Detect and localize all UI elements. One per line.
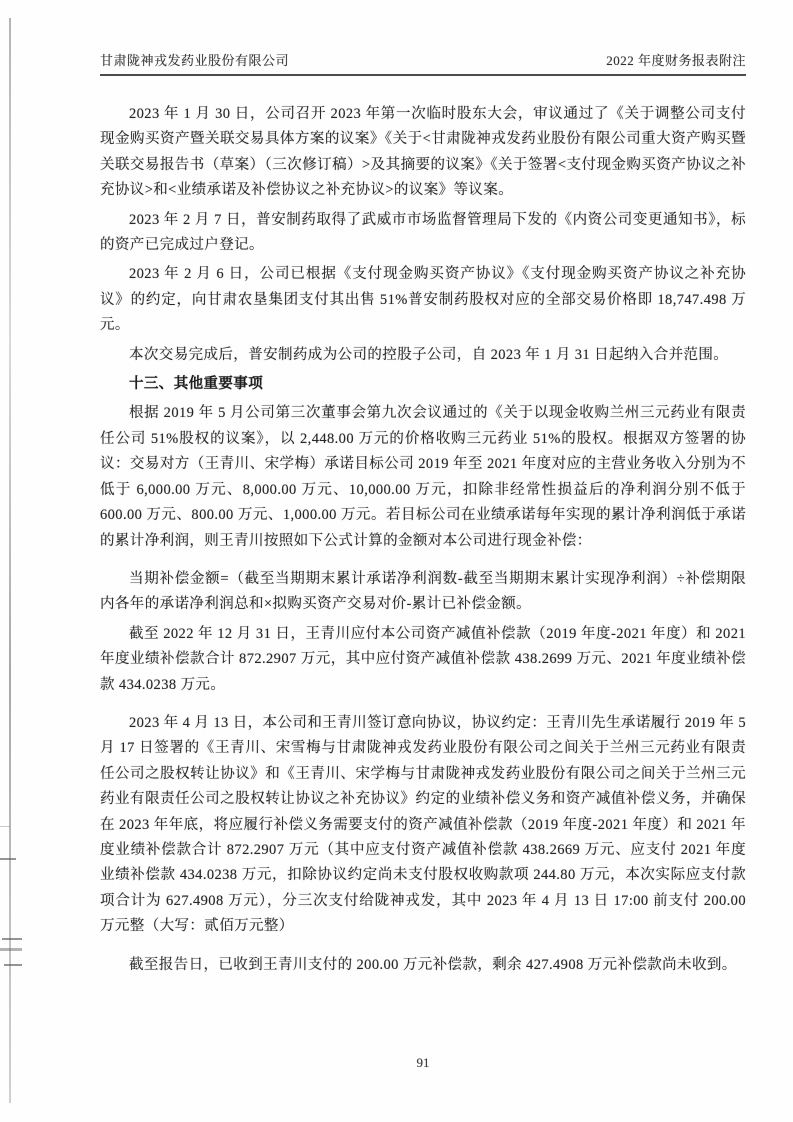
paragraph-compensation-formula: 当期补偿金额=（截至当期期末累计承诺净利润数-截至当期期末累计实现净利润）÷补偿期限内各年的承诺净利润总和×拟购买资产交易对价-累计已补偿金额。: [100, 570, 746, 613]
page-footer: [100, 1055, 746, 1071]
company-name: 甘肃陇神戎发药业股份有限公司: [100, 53, 290, 68]
scan-speck: [0, 948, 22, 951]
paragraph-intent-agreement: 2023 年 4 月 13 日，本公司和王青川签订意向协议，协议约定：王青川先生承诺履行 2019 年 5 月 17 日签署的《王青川、宋雪梅与甘肃陇神戎发药业股份有限公司之间关于兰州三元药业有限责任公司之股权转让协议》和《王青川、宋学梅与甘肃陇神戎发药业股份有限公司之间关于兰州三元药业有限责任公司之股权转让协议之补充协议》约定的业绩补偿义务和资产减值补偿义务，并确保在 2023 年年底，将应履行补偿义务需要支付的资产减值补偿款（2019 年度-2021 年度）和 2021 年度业绩补偿款合计 872.2907 万元（其中应支付资产减值补偿款 438.2669 万元、应支付 2021 年度业绩补偿款 434.0238 万元，扣除协议约定尚未支付股权收购款项 244.80 万元，本次实际应支付款项合计为 627.4908 万元），分三次支付给陇神戎发，其中 2023 年 4 月 13 日 17:00 前支付 200.00 万元整（大写：贰佰万元整）: [100, 714, 746, 935]
paragraph-consolidation: 本次交易完成后，普安制药成为公司的控股子公司，自 2023 年 1 月 31 日起纳入合并范围。: [129, 346, 729, 363]
scan-speck: [0, 858, 16, 860]
page-header: [100, 50, 746, 76]
scan-edge-artifact: [9, 18, 11, 1103]
paragraph-received-compensation: 截至报告日，已收到王青川支付的 200.00 万元补偿款，剩余 427.4908 万元补偿款尚未收到。: [129, 956, 737, 973]
document-body: [100, 102, 746, 982]
section-heading-other-important-matters: 十三、其他重要事项: [129, 376, 264, 393]
report-title: 2022 年度财务报表附注: [606, 53, 746, 68]
paragraph-shareholder-meeting: 2023 年 1 月 30 日，公司召开 2023 年第一次临时股东大会，审议通过了《关于调整公司支付现金购买资产暨关联交易具体方案的议案》《关于<甘肃陇神戎发药业股份有限公司重大资产购买暨关联交易报告书（草案）（三次修订稿）>及其摘要的议案》《关于签署<支付现金购买资产协议之补充协议>和<业绩承诺及补偿协议之补充协议>的议案》等议案。: [100, 106, 746, 199]
page-number: 91: [416, 1055, 430, 1070]
scan-speck: [4, 964, 22, 966]
scan-speck: [0, 826, 10, 827]
paragraph-registration-change: 2023 年 2 月 7 日，普安制药取得了武威市市场监督管理局下发的《内资公司变更通知书》，标的资产已完成过户登记。: [100, 211, 746, 254]
scan-speck: [2, 938, 22, 940]
paragraph-acquisition-commitment: 根据 2019 年 5 月公司第三次董事会第九次会议通过的《关于以现金收购兰州三元药业有限责任公司 51%股权的议案》，以 2,448.00 万元的价格收购三元药业 51%的股权。根据双方签署的协议：交易对方（王青川、宋学梅）承诺目标公司 2019 年至 2021 年度对应的主营业务收入分别为不低于 6,000.00 万元、8,000.00 万元、10,000.00 万元，扣除非经常性损益后的净利润分别不低于 600.00 万元、800.00 万元、1,000.00 万元。若目标公司在业绩承诺每年实现的累计净利润低于承诺的累计净利润，则王青川按照如下公式计算的金额对本公司进行现金补偿：: [100, 405, 746, 549]
paragraph-payable-compensation: 截至 2022 年 12 月 31 日，王青川应付本公司资产减值补偿款（2019 年度-2021 年度）和 2021 年度业绩补偿款合计 872.2907 万元，其中应付资产减值补偿款 438.2699 万元、2021 年度业绩补偿款 434.0238 万元。: [100, 625, 746, 693]
paragraph-payment-price: 2023 年 2 月 6 日，公司已根据《支付现金购买资产协议》《支付现金购买资产协议之补充协议》的约定，向甘肃农垦集团支付其出售 51%普安制药股权对应的全部交易价格即 18,747.498 万元。: [100, 266, 746, 334]
